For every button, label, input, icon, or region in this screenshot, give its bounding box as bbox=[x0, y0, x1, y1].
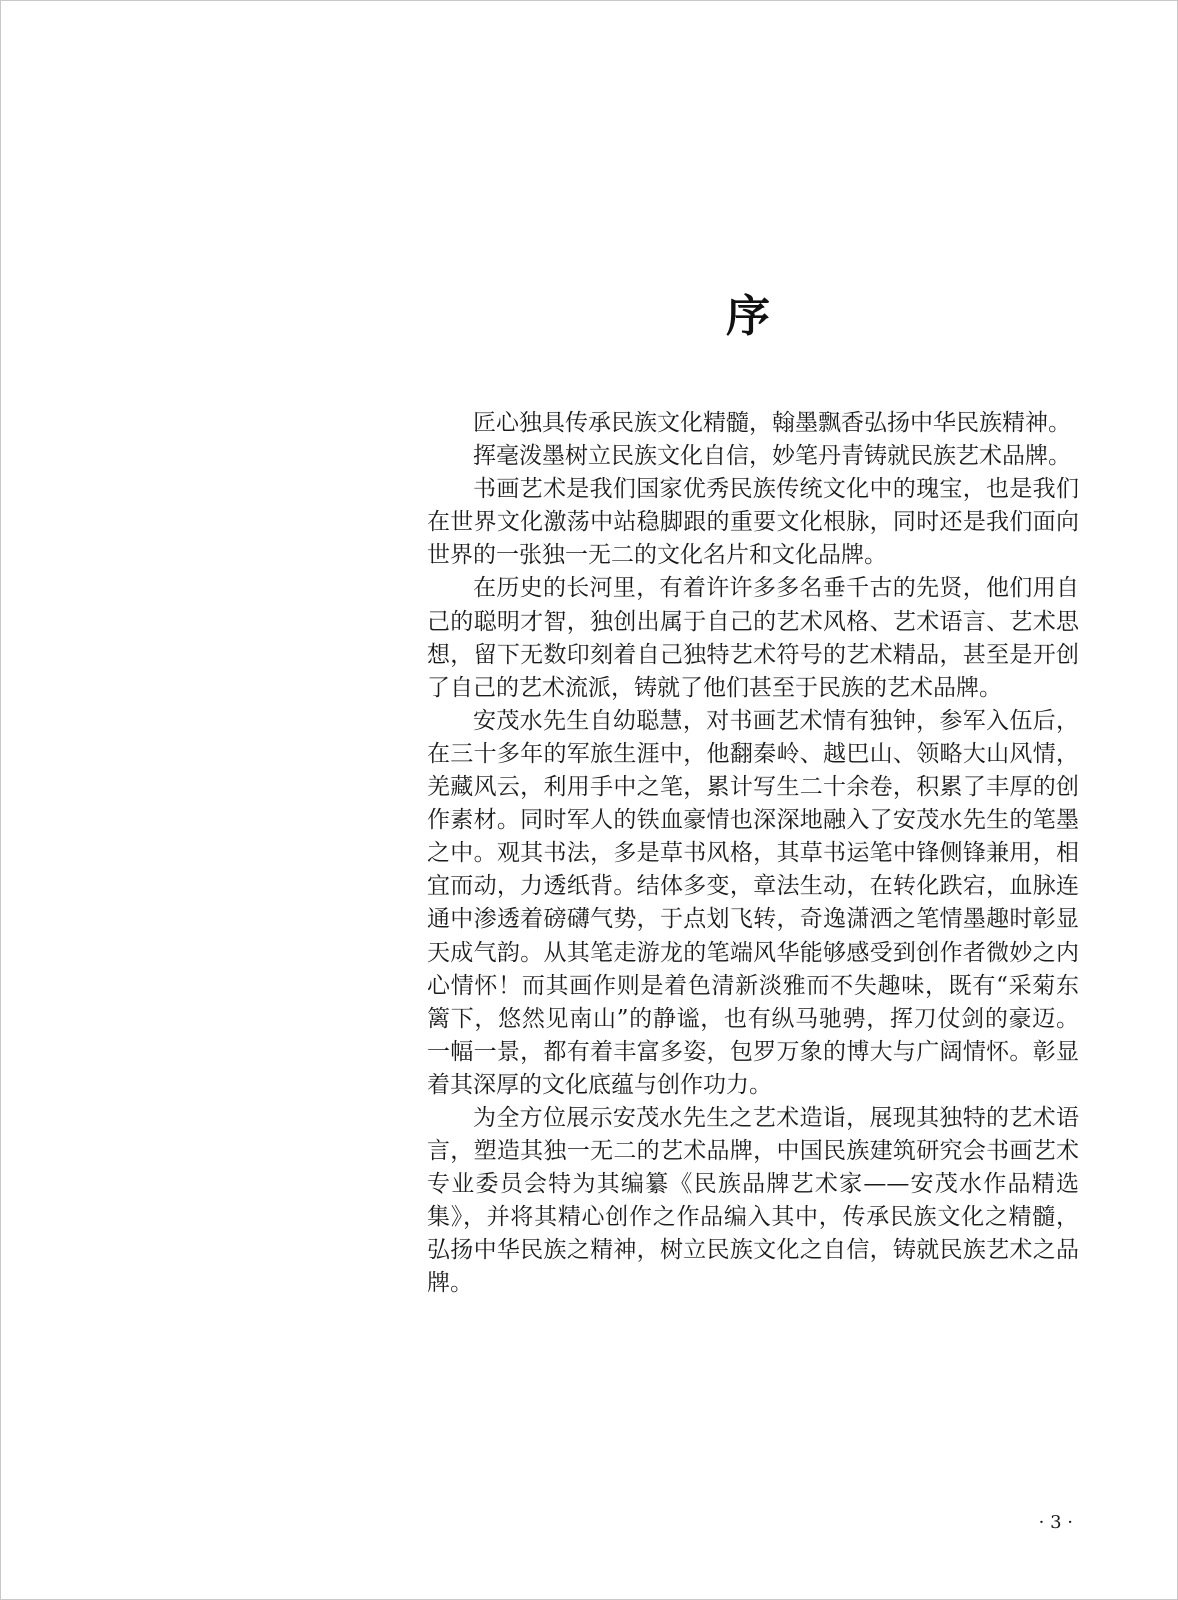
paragraph: 安茂水先生自幼聪慧，对书画艺术情有独钟，参军入伍后，在三十多年的军旅生涯中，他翻秦岭、越巴山、领略大山风情，羌藏风云，利用手中之笔，累计写生二十余卷，积累了丰厚的创作素材。同时军人的铁血豪情也深深地融入了安茂水先生的笔墨之中。观其书法，多是草书风格，其草书运笔中锋侧锋兼用，相宜而动，力透纸背。结体多变，章法生动，在转化跌宕，血脉连通中渗透着磅礴气势，于点划飞转，奇逸潇洒之笔情墨趣时彰显天成气韵。从其笔走游龙的笔端风华能够感受到创作者微妙之内心情怀！而其画作则是着色清新淡雅而不失趣味，既有“采菊东篱下，悠然见南山”的静谧，也有纵马驰骋，挥刀仗剑的豪迈。一幅一景，都有着丰富多姿，包罗万象的博大与广阔情怀。彰显着其深厚的文化底蕴与创作功力。 bbox=[427, 707, 1079, 1098]
page-title: 序 bbox=[726, 291, 772, 342]
preface-body bbox=[427, 407, 1079, 1301]
paragraph: 在历史的长河里，有着许许多多名垂千古的先贤，他们用自己的聪明才智，独创出属于自己的艺术风格、艺术语言、艺术思想，留下无数印刻着自己独特艺术符号的艺术精品，甚至是开创了自己的艺术流派，铸就了他们甚至于民族的艺术品牌。 bbox=[427, 575, 1079, 701]
paragraph: 为全方位展示安茂水先生之艺术造诣，展现其独特的艺术语言，塑造其独一无二的艺术品牌，中国民族建筑研究会书画艺术专业委员会特为其编纂《民族品牌艺术家——安茂水作品精选集》，并将其精心创作之作品编入其中，传承民族文化之精髓，弘扬中华民族之精神，树立民族文化之自信，铸就民族艺术之品牌。 bbox=[427, 1104, 1079, 1297]
paragraph: 匠心独具传承民族文化精髓，翰墨飘香弘扬中华民族精神。 bbox=[473, 410, 1071, 436]
page-number: · 3 · bbox=[1038, 1512, 1073, 1533]
paragraph: 书画艺术是我们国家优秀民族传统文化中的瑰宝，也是我们在世界文化激荡中站稳脚跟的重要文化根脉，同时还是我们面向世界的一张独一无二的文化名片和文化品牌。 bbox=[427, 476, 1079, 569]
paragraph: 挥毫泼墨树立民族文化自信，妙笔丹青铸就民族艺术品牌。 bbox=[473, 443, 1071, 470]
